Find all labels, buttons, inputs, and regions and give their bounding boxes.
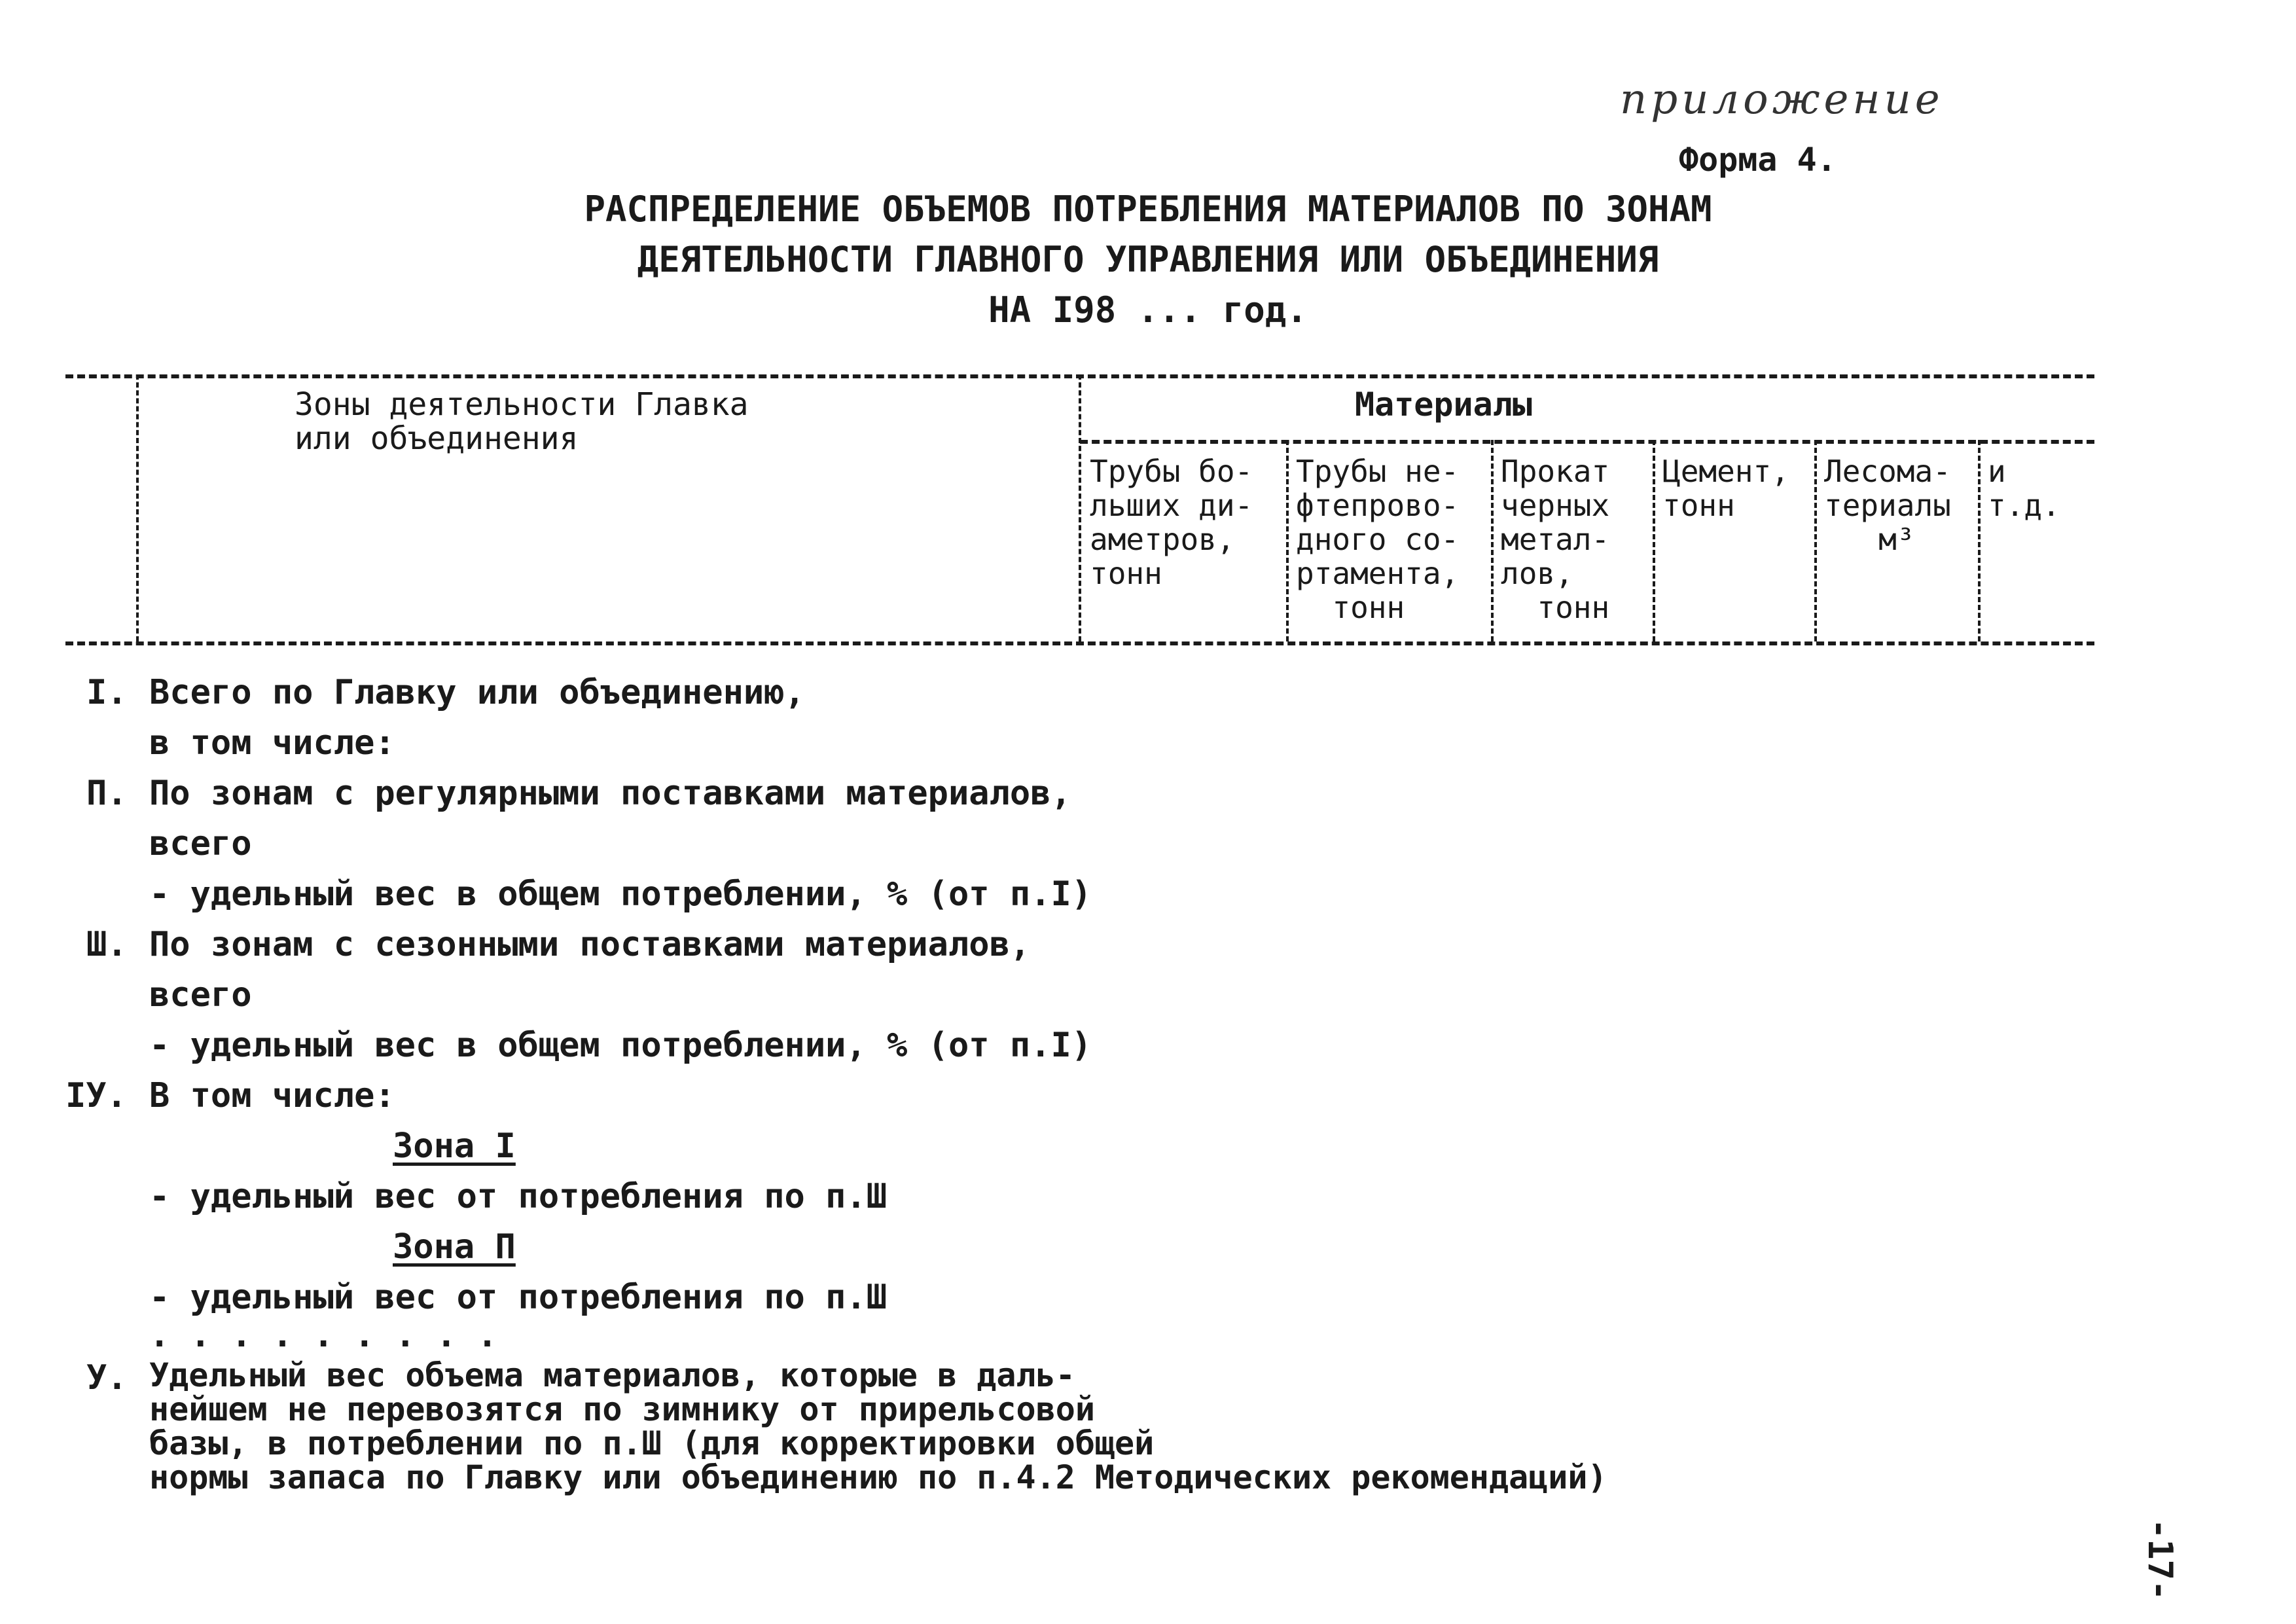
row-number: IУ. bbox=[65, 1076, 127, 1115]
row-text-cont: в том числе: bbox=[149, 723, 395, 763]
row-number: П. bbox=[86, 774, 128, 813]
materials-group-header: Материалы bbox=[1355, 386, 1532, 424]
col-header-rolled-metal: Прокат черных метал- лов, тонн bbox=[1501, 454, 1610, 625]
row-number: У. bbox=[86, 1358, 128, 1398]
handwritten-note: приложение bbox=[1620, 75, 1944, 124]
row-share: - удельный вес в общем потреблении, % (от п.I) bbox=[149, 1026, 1092, 1065]
zone-1-share: - удельный вес от потребления по п.Ш bbox=[149, 1177, 888, 1216]
col-header-timber: Лесома- териалы м³ bbox=[1824, 454, 1951, 557]
ellipsis: . . . . . . . . . bbox=[149, 1316, 498, 1355]
row-number: I. bbox=[86, 673, 128, 712]
zone-2-label: Зона П bbox=[393, 1227, 516, 1267]
document-title-line-2: ДЕЯТЕЛЬНОСТИ ГЛАВНОГО УПРАВЛЕНИЯ ИЛИ ОБЪЕДИНЕНИЯ bbox=[637, 239, 1659, 280]
col-header-large-pipes: Трубы бо- льших ди- аметров, тонн bbox=[1090, 454, 1253, 591]
col-divider-2 bbox=[1491, 440, 1494, 641]
col-divider-5 bbox=[1978, 440, 1981, 641]
zone-2-share: - удельный вес от потребления по п.Ш bbox=[149, 1278, 888, 1317]
col-divider-3 bbox=[1653, 440, 1655, 641]
zones-col-header-line-2: или объединения bbox=[295, 420, 579, 457]
page-number: -17- bbox=[2140, 1519, 2179, 1601]
row-text: По зонам с сезонными поставками материалов, bbox=[149, 925, 1031, 964]
row-share: - удельный вес в общем потреблении, % (от п.I) bbox=[149, 875, 1092, 914]
col-divider-4 bbox=[1814, 440, 1817, 641]
col-header-cement: Цемент, тонн bbox=[1662, 454, 1789, 523]
row-text-line-3: базы, в потреблении по п.Ш (для корректировки общей bbox=[149, 1424, 1155, 1462]
row-number: Ш. bbox=[86, 925, 128, 964]
col-header-etc: и т.д. bbox=[1988, 454, 2060, 523]
row-text-line-2: нейшем не перевозятся по зимнику от прирельсовой bbox=[149, 1390, 1095, 1428]
zones-col-divider bbox=[1079, 374, 1081, 641]
row-text-cont: всего bbox=[149, 975, 252, 1015]
table-left-border bbox=[136, 374, 139, 641]
materials-subrule bbox=[1080, 440, 2094, 444]
document-title-line-3: НА I98 ... год. bbox=[988, 289, 1308, 331]
document-title-line-1: РАСПРЕДЕЛЕНИЕ ОБЪЕМОВ ПОТРЕБЛЕНИЯ МАТЕРИАЛОВ ПО ЗОНАМ bbox=[584, 189, 1712, 230]
zone-1-label: Зона I bbox=[393, 1127, 516, 1166]
zones-col-header-line-1: Зоны деятельности Главка bbox=[295, 386, 749, 423]
col-header-oil-pipes: Трубы не- фтепрово- дного со- ртамента, тонн bbox=[1296, 454, 1460, 625]
form-label: Форма 4. bbox=[1679, 141, 1837, 179]
row-text-cont: всего bbox=[149, 824, 252, 863]
table-bottom-rule bbox=[65, 641, 2094, 645]
row-text: Всего по Главку или объединению, bbox=[149, 673, 805, 712]
row-text: В том числе: bbox=[149, 1076, 395, 1115]
row-text-line-4: нормы запаса по Главку или объединению по п.4.2 Методических рекомендаций) bbox=[149, 1458, 1607, 1496]
row-text: По зонам с регулярными поставками материалов, bbox=[149, 774, 1071, 813]
col-divider-1 bbox=[1286, 440, 1289, 641]
row-text-line-1: Удельный вес объема материалов, которые в даль- bbox=[149, 1356, 1075, 1394]
